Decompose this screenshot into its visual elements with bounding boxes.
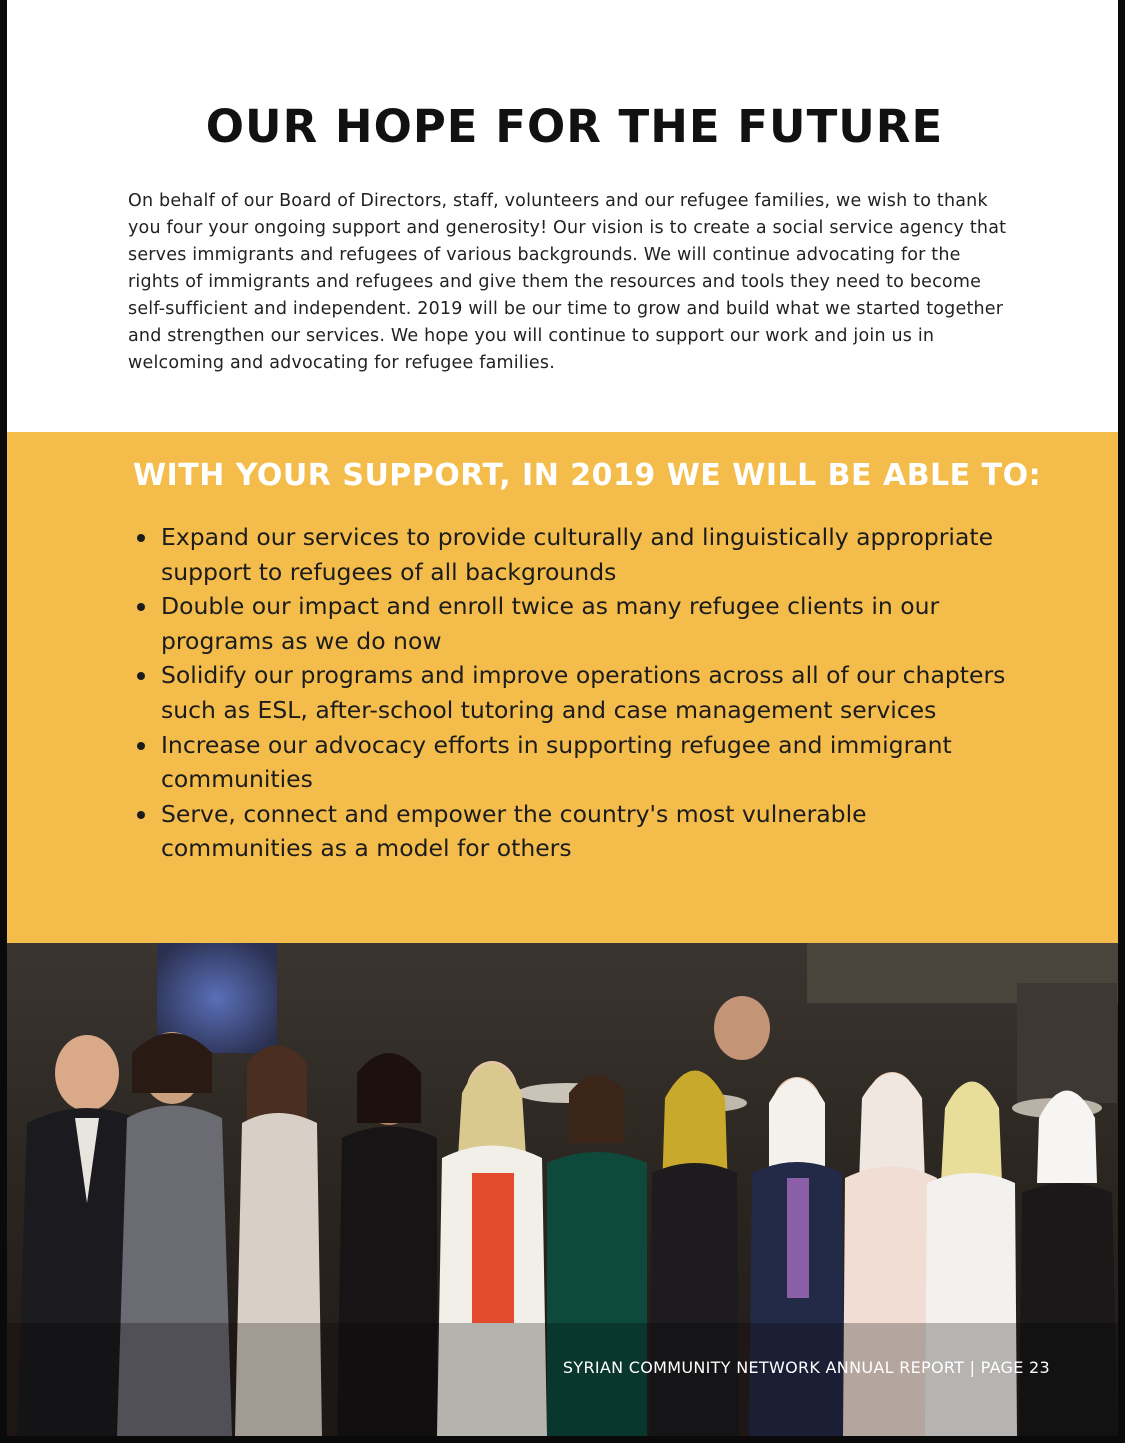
bullet-icon	[137, 672, 145, 680]
bullet-icon	[137, 742, 145, 750]
list-item	[129, 658, 1009, 727]
list-item-text: Double our impact and enroll twice as many refugee clients in our programs as we do now	[161, 592, 940, 655]
support-list	[129, 520, 1009, 866]
list-item	[129, 589, 1009, 658]
intro-paragraph: On behalf of our Board of Directors, staff, volunteers and our refugee families, we wish to thank you four your ongoing support and generosity! Our vision is to create a social service agency that serves immigrants and refugees of various backgrounds. We will continue advocating for the rights of immigrants and refugees and give them the resources and tools they need to become self-sufficient and independent. 2019 will be our time to grow and build what we started together and strengthen our services. We hope you will continue to support our work and join us in welcoming and advocating for refugee families.	[128, 191, 1007, 373]
list-item-text: Increase our advocacy efforts in supporting refugee and immigrant communities	[161, 730, 952, 794]
list-item-text: Solidify our programs and improve operations across all of our chapters such as ESL, after-school tutoring and case management services	[161, 661, 1006, 724]
page-footer: SYRIAN COMMUNITY NETWORK ANNUAL REPORT | PAGE 23	[562, 1358, 1050, 1377]
list-item	[129, 797, 1009, 866]
list-item-text: Expand our services to provide culturally and linguistically appropriate support to refugees of all backgrounds	[161, 523, 994, 586]
bullet-icon	[137, 811, 145, 819]
support-heading: WITH YOUR SUPPORT, IN 2019 WE WILL BE ABLE TO:	[133, 458, 1042, 493]
bullet-icon	[137, 534, 145, 542]
list-item-text: Serve, connect and empower the country's most vulnerable communities as a model for others	[161, 799, 867, 863]
list-item	[129, 520, 1009, 589]
list-item	[129, 728, 1009, 797]
page-title: OUR HOPE FOR THE FUTURE	[205, 100, 944, 153]
bullet-icon	[137, 603, 145, 611]
report-page	[7, 0, 1118, 1436]
